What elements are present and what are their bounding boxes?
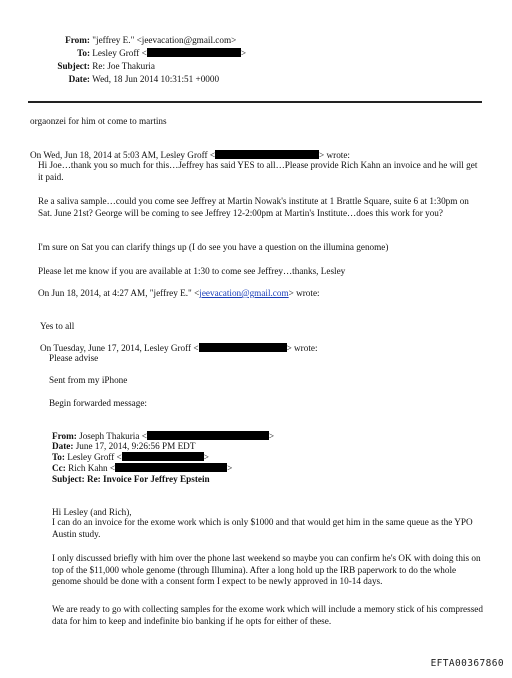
reply-yes: Yes to all (40, 321, 75, 331)
header-from-value: "jeffrey E." <jeevacation@gmail.com> (92, 35, 237, 45)
fwd-paragraph-2: I only discussed briefly with him over the phone last weekend so maybe you can confirm he's OK with doing this on top of the $11,000 whole genome (through Illumina). After a long hold up the IRB paperwork to do the whole genome should be done with a consent form I expect to be newly approved in 10-14 days. (52, 553, 481, 586)
fwd-subject-label: Subject: (52, 474, 85, 484)
header-subject-label: Subject: (57, 61, 90, 71)
fwd-cc-row: Cc: Rich Kahn < > (52, 463, 233, 473)
fwd-date-row (52, 441, 195, 453)
quote2-sent-from: Sent from my iPhone (49, 375, 128, 385)
header-to-row: To: Lesley Groff < > (32, 48, 246, 60)
document-id: EFTA00367860 (430, 658, 504, 669)
header-from-row (32, 35, 236, 47)
fwd-greeting: Hi Lesley (and Rich), (52, 507, 132, 517)
header-date-label: Date: (68, 74, 90, 84)
fwd-paragraph-3: We are ready to go with collecting samples for the exome work which will include a memory stick of his compressed data for him to keep and indefinite bio banking if he opts for either of these. (52, 604, 483, 626)
quote2-forwarded: Begin forwarded message: (49, 398, 147, 408)
fwd-subject-row (52, 474, 210, 486)
email-link[interactable]: jeevacation@gmail.com (199, 288, 289, 298)
quote1-intro: On Wed, Jun 18, 2014 at 5:03 AM, Lesley Groff < > wrote: (30, 150, 350, 160)
header-date-value: Wed, 18 Jun 2014 10:31:51 +0000 (92, 74, 220, 84)
header-date-row (32, 74, 219, 86)
fwd-paragraph-1: I can do an invoice for the exome work which is only $1000 and that would get him in the same queue as the YPO Austin study. (52, 517, 473, 539)
body-top-text: orgaonzei for him ot come to martins (30, 116, 167, 126)
redaction-bar (115, 463, 227, 472)
fwd-from-row: From: Joseph Thakuria < > (52, 431, 275, 441)
header-divider (28, 101, 482, 103)
header-to-label: To: (77, 48, 90, 58)
fwd-from-label: From: (52, 431, 77, 441)
fwd-date-value: June 17, 2014, 9:26:56 PM EDT (75, 441, 196, 451)
fwd-to-value: Lesley Groff < (67, 452, 122, 462)
redaction-bar (147, 48, 241, 57)
fwd-date-label: Date: (52, 441, 74, 451)
fwd-to-row: To: Lesley Groff < > (52, 452, 209, 462)
fwd-subject-value: Re: Invoice For Jeffrey Epstein (86, 474, 210, 484)
fwd-cc-label: Cc: (52, 463, 66, 473)
fwd-from-value: Joseph Thakuria < (79, 431, 147, 441)
quote1-paragraph-2: Re a saliva sample…could you come see Jeffrey at Martin Nowak's institute at 1 Brattle Square, suite 6 at 1:30pm on Sat. June 21st? George will be coming to see Jeffrey 12-2:00pm at Martin's Institute…does this work for you? (38, 196, 469, 218)
fwd-to-label: To: (52, 452, 65, 462)
quote1-paragraph-3: I'm sure on Sat you can clarify things up (I do see you have a question on the illumina genome) (38, 242, 389, 252)
fwd-cc-value: Rich Kahn < (68, 463, 116, 473)
quote2-advise: Please advise (49, 353, 99, 363)
header-to-value: Lesley Groff < (92, 48, 147, 58)
redaction-bar (215, 150, 319, 159)
quote1-nested-intro: On Jun 18, 2014, at 4:27 AM, "jeffrey E." <jeevacation@gmail.com> wrote: (38, 288, 320, 298)
redaction-bar (122, 452, 204, 461)
redaction-bar (199, 343, 287, 352)
header-from-label: From: (65, 35, 90, 45)
quote2-intro: On Tuesday, June 17, 2014, Lesley Groff < > wrote: (40, 343, 318, 353)
quote1-paragraph-4: Please let me know if you are available at 1:30 to come see Jeffrey…thanks, Lesley (38, 266, 346, 276)
redaction-bar (147, 431, 269, 440)
header-subject-row (32, 61, 155, 73)
header-subject-value: Re: Joe Thakuria (92, 61, 155, 71)
quote1-paragraph-1: Hi Joe…thank you so much for this…Jeffrey has said YES to all…Please provide Rich Kahn an invoice and he will get it paid. (38, 160, 478, 182)
